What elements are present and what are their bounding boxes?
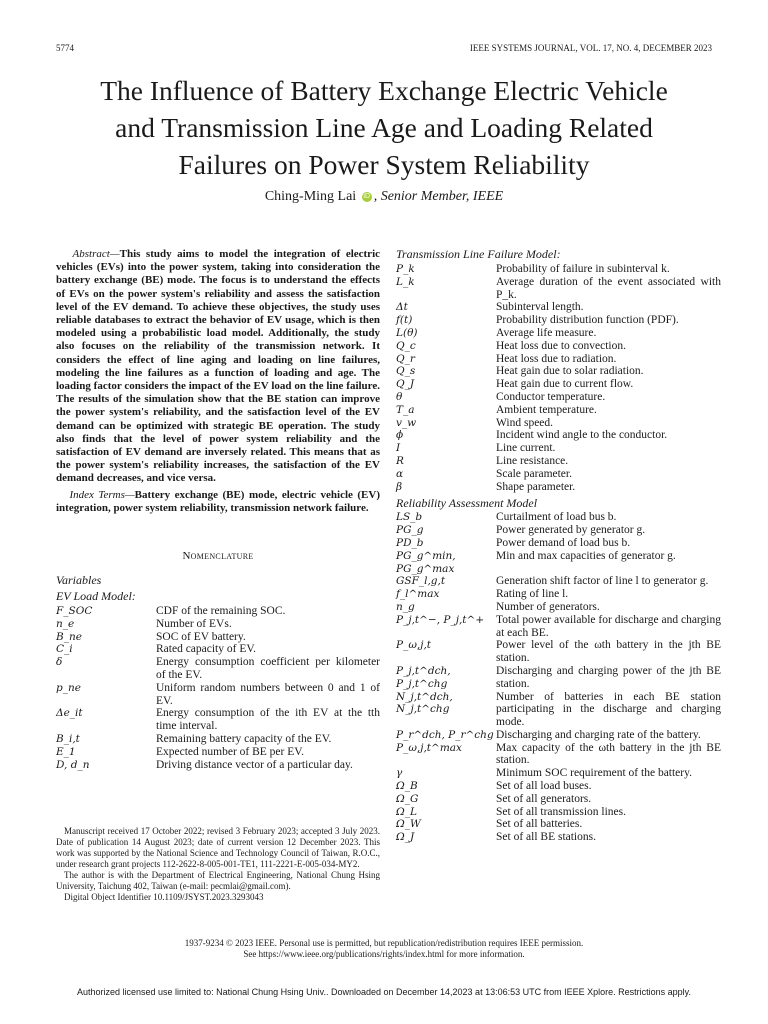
index-terms-label: Index Terms— [69,489,135,501]
copyright-line: 1937-9234 © 2023 IEEE. Personal use is permitted, but republication/redistribution requires IEEE permission. [184,938,584,948]
nomenclature-row [396,601,721,614]
description: Set of all batteries. [496,818,583,831]
description: Incident wind angle to the conductor. [496,429,668,442]
nomenclature-row [396,806,721,819]
symbol: δ [56,656,63,669]
abstract [56,248,380,486]
nomenclature-row [56,746,380,759]
symbol: D, d_n [56,758,90,771]
symbol: N_j,t^dch, N_j,t^chg [396,690,453,716]
footnote [56,826,380,903]
nomenclature-row [396,327,721,340]
description: Conductor temperature. [496,390,606,403]
description: Power generated by generator g. [496,524,646,537]
symbol: Ω_G [396,792,419,805]
symbol: Δt [396,301,408,314]
symbol: p_ne [56,681,81,694]
nomenclature-row [56,759,380,772]
description: Energy consumption coefficient per kilometer of the EV. [156,656,380,681]
nomenclature-row [396,780,721,793]
nomenclature-row [396,767,721,780]
symbol: Q_r [396,352,415,365]
symbol: Q_J [396,378,415,391]
description: Probability distribution function (PDF). [496,314,679,327]
description: Average duration of the event associated with P_k. [496,275,721,301]
nomenclature-row [396,524,721,537]
nomenclature-row [396,353,721,366]
description: Power level of the ωth battery in the jth BE station. [496,639,721,665]
nomenclature-row [396,263,721,276]
nomenclature-row [396,455,721,468]
symbol: Ω_L [396,805,417,818]
symbol: L_k [396,275,415,288]
variables-label: Variables [56,573,102,587]
abstract-label: Abstract— [72,248,120,260]
nomenclature-row [56,656,380,682]
license-notice: Authorized licensed use limited to: National Chung Hsing Univ.. Downloaded on December 14,2023 at 13:06:53 UTC from IEEE Xplore. Restrictions apply. [77,987,691,997]
nomenclature-row [396,429,721,442]
description: Rating of line l. [496,588,569,601]
description: Energy consumption of the ith EV at the tth time interval. [156,707,380,733]
description: Max capacity of the ωth battery in the jth BE station. [496,741,721,767]
symbol: F_SOC [56,605,93,617]
nomenclature-row [396,276,721,302]
title-line: The Influence of Battery Exchange Electric Vehicle [100,75,668,106]
abstract-text: This study aims to model the integration of electric vehicles (EVs) into the power system, taking into consideration the battery exchange (BE) mode. The focus is to understand the effects of EVs on the power system's reliability and assess the satisfaction level of the EV demand. To achieve these objectives, the study uses reliable databases to extract the behavior of EV usage, which is then modeled using a probabilistic load model. Additionally, the study also focuses on the reliability of the transmission network. It considers the effect of line aging and loading on line failures, modeling the line failures as a function of loading and age. The loading factor considers the impact of the EV load on the line failure. The results of the simulation show that the BE station can improve the power system's reliability, and the satisfaction level of the EV demand can be optimized with strategic BE operation. The study also finds that the level of power system reliability and the satisfaction of EV demand are inversely related. This means that as the power system's reliability increases, the satisfaction of the EV demand decreases, and vice versa. [56,248,381,485]
nomenclature-row [56,605,380,618]
nomenclature-row [396,511,721,524]
symbol: θ [396,390,403,403]
footnote-affiliation: The author is with the Department of Electrical Engineering, National Chung Hsing University, Taichung 402, Taiwan (e-mail: pecmlai@gmail.com). [56,870,380,891]
nomenclature-row [396,481,721,494]
nomenclature-row [396,588,721,601]
nomenclature-row [56,618,380,631]
description: Discharging and charging power of the jth BE station. [496,664,721,690]
nomenclature-row [396,550,721,576]
author-name: Ching-Ming Lai [264,189,357,204]
description: Set of all transmission lines. [496,805,627,818]
description: Set of all BE stations. [496,831,596,844]
description: Uniform random numbers between 0 and 1 of EV. [156,681,380,707]
title-line: Failures on Power System Reliability [178,149,590,180]
symbol: GSF_l,g,t [396,575,446,588]
description: Heat gain due to current flow. [496,378,634,391]
symbol: Ω_J [396,831,415,844]
ev-load-label: EV Load Model: [56,589,136,603]
symbol: L(θ) [396,326,418,339]
symbol: Δe_it [56,707,83,720]
nomenclature-row [396,818,721,831]
description: Set of all generators. [496,792,592,805]
symbol: PD_b [396,536,424,549]
nomenclature-row [56,631,380,644]
symbol: f_l^max [396,588,440,601]
symbol: n_g [396,600,415,613]
nomenclature-row [396,575,721,588]
symbol: α [396,467,404,480]
index-terms [56,489,380,515]
symbol: C_i [56,643,73,656]
description: Probability of failure in subinterval k. [496,263,670,275]
nomenclature-row [396,391,721,404]
symbol: E_1 [56,745,76,758]
nomenclature-heading: Nomenclature [182,550,254,562]
nomenclature-row [396,742,721,768]
nomenclature-row [56,643,380,656]
nomenclature-row [56,707,380,733]
symbol: f(t) [396,314,413,327]
paper-title [0,72,768,183]
description: Number of batteries in each BE station participating in the discharge and charging mode. [496,690,721,729]
symbol: n_e [56,617,75,630]
description: Min and max capacities of generator g. [496,549,676,562]
nomenclature-row [396,378,721,391]
description: Heat loss due to radiation. [496,352,617,365]
description: Power demand of load bus b. [496,536,631,549]
symbol: P_k [396,263,415,275]
description: Subinterval length. [496,301,584,314]
description: Line current. [496,442,556,455]
tl-failure-table [396,263,721,493]
nomenclature-row [396,417,721,430]
symbol: B_ne [56,630,82,643]
description: Minimum SOC requirement of the battery. [496,767,692,780]
symbol: P_j,t^−, P_j,t^+ [396,613,485,626]
description: Discharging and charging rate of the battery. [496,728,701,741]
nomenclature-row [396,537,721,550]
page-number: 5774 [56,43,74,53]
symbol: P_r^dch, P_r^chg [396,728,494,741]
symbol: P_ω,j,t^max [396,741,462,754]
description: Set of all load buses. [496,780,592,793]
footnote-manuscript: Manuscript received 17 October 2022; revised 3 February 2023; accepted 3 July 2023. Date of publication 14 August 2023; date of current version 12 December 2023. This work was supported by the National Science and Technology Council of Taiwan, R.O.C., under research grant projects 112-2622-8-005-001-TE1, 111-2221-E-005-034-MY2. [56,826,380,869]
nomenclature-right [396,246,721,844]
nomenclature-row [396,793,721,806]
symbol: LS_b [396,511,423,524]
reliability-label: Reliability Assessment Model [396,496,538,511]
reliability-table [396,511,721,844]
symbol: ϕ [396,429,404,442]
description: Average life measure. [496,326,597,339]
description: Generation shift factor of line l to generator g. [496,575,709,588]
description: Number of EVs. [156,617,232,630]
nomenclature-row [396,442,721,455]
nomenclature-row [396,691,721,729]
description: Number of generators. [496,600,600,613]
journal-header: IEEE SYSTEMS JOURNAL, VOL. 17, NO. 4, DECEMBER 2023 [469,43,712,53]
description: Heat loss due to convection. [496,339,626,352]
nomenclature-left [56,573,380,771]
index-terms-text: Battery exchange (BE) mode, electric vehicle (EV) integration, power system reliability, transmission network failure. [56,489,380,515]
description: Total power available for discharge and charging at each BE. [496,613,721,639]
description: Line resistance. [496,454,569,467]
description: Scale parameter. [496,467,572,480]
symbol: Ω_W [396,818,421,831]
orcid-icon[interactable]: iD [363,193,371,200]
nomenclature-row [396,301,721,314]
nomenclature-row [396,340,721,353]
description: SOC of EV battery. [156,630,246,643]
description: Wind speed. [496,416,554,429]
symbol: γ [396,767,403,780]
symbol: I [396,442,401,455]
symbol: v_w [396,416,417,429]
nomenclature-row [396,729,721,742]
nomenclature-row [56,682,380,708]
nomenclature-row [396,365,721,378]
symbol: R [396,454,404,467]
description: Curtailment of load bus b. [496,511,617,524]
symbol: PG_g^min, PG_g^max [396,549,456,575]
symbol: P_ω,j,t [396,639,432,652]
symbol: P_j,t^dch, P_j,t^chg [396,664,451,690]
description: Heat gain due to solar radiation. [496,365,644,378]
title-line: and Transmission Line Age and Loading Related [115,112,653,143]
nomenclature-row [396,614,721,640]
symbol: Q_s [396,365,416,378]
description: Remaining battery capacity of the EV. [156,732,332,745]
author-membership: , Senior Member, IEEE [373,189,504,204]
symbol: Q_c [396,339,416,352]
nomenclature-row [396,665,721,691]
symbol: B_i,t [56,732,80,745]
nomenclature-row [396,831,721,844]
ev-load-table [56,605,380,771]
nomenclature-row [56,733,380,746]
symbol: Ω_B [396,780,418,793]
author-line [0,189,768,205]
description: Rated capacity of EV. [156,643,257,656]
description: Ambient temperature. [496,403,597,416]
nomenclature-row [396,314,721,327]
description: Shape parameter. [496,480,576,493]
nomenclature-row [396,639,721,665]
description: Expected number of BE per EV. [156,745,304,758]
symbol: β [396,480,403,493]
nomenclature-row [396,404,721,417]
symbol: T_a [396,403,415,416]
description: Driving distance vector of a particular day. [156,758,353,771]
nomenclature-row [396,468,721,481]
tl-failure-label: Transmission Line Failure Model: [396,247,561,261]
copyright-notice [0,938,768,960]
footnote-doi: Digital Object Identifier 10.1109/JSYST.2023.3293043 [64,892,264,902]
symbol: PG_g [396,524,424,537]
description: CDF of the remaining SOC. [156,605,286,617]
copyright-line: See https://www.ieee.org/publications/rights/index.html for more information. [243,949,525,959]
